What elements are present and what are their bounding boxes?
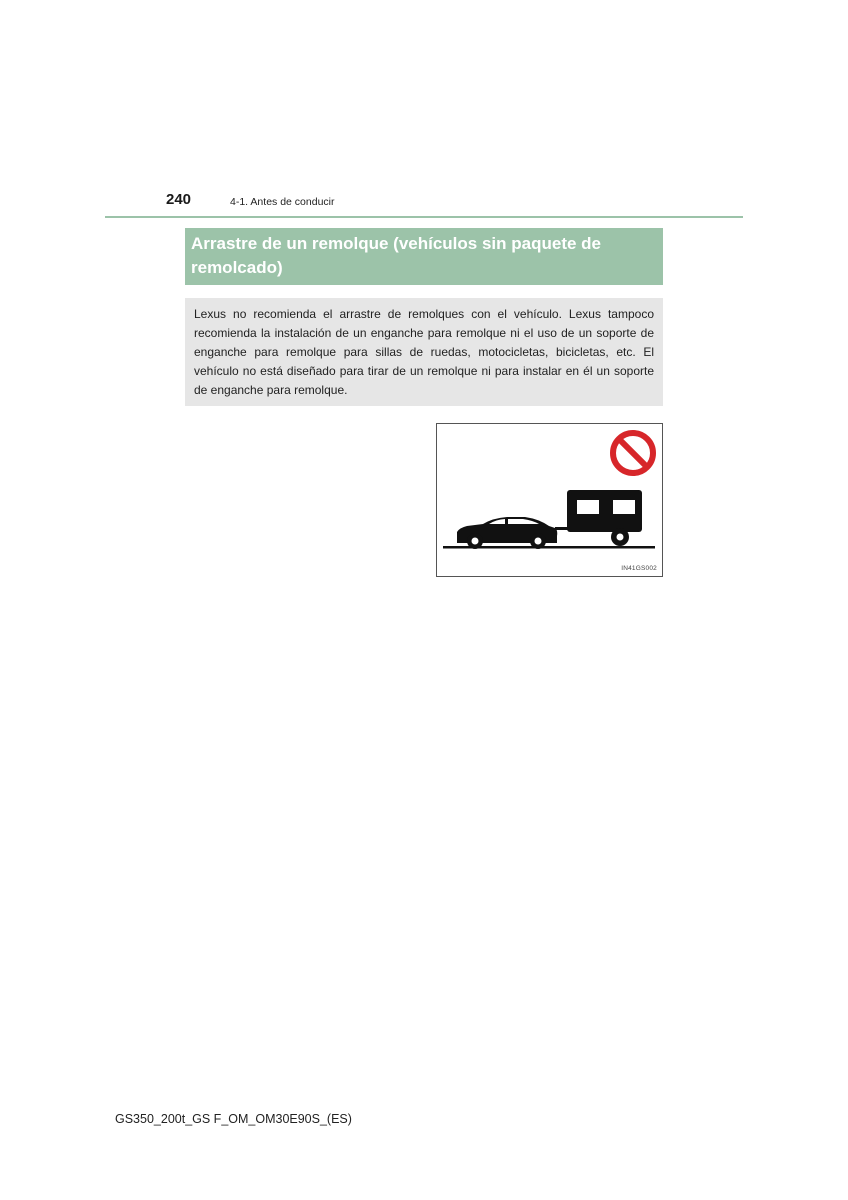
footer-document-code: GS350_200t_GS F_OM_OM30E90S_(ES) [115, 1112, 352, 1126]
towing-illustration [436, 423, 663, 577]
prohibition-icon [613, 433, 653, 473]
towing-illustration-svg [437, 424, 662, 576]
note-box [185, 298, 663, 406]
section-title-box [185, 228, 663, 285]
image-code: IN41GS002 [621, 565, 657, 572]
section-title: Arrastre de un remolque (vehículos sin paquete de remolcado) [191, 234, 601, 277]
trailer-icon [555, 490, 642, 546]
note-text: Lexus no recomienda el arrastre de remolques con el vehículo. Lexus tampoco recomienda la instalación de un enganche para remolque ni el uso de un soporte de enganche para remolque para sillas de ruedas, motocicletas, bicicletas, etc. El vehículo no está diseñado para tirar de un remolque ni para instalar en él un soporte de enganche para remolque. [194, 307, 654, 397]
page-number: 240 [166, 191, 192, 208]
section-reference: 4-1. Antes de conducir [230, 196, 335, 208]
header-rule [105, 216, 743, 218]
car-icon [457, 517, 557, 549]
